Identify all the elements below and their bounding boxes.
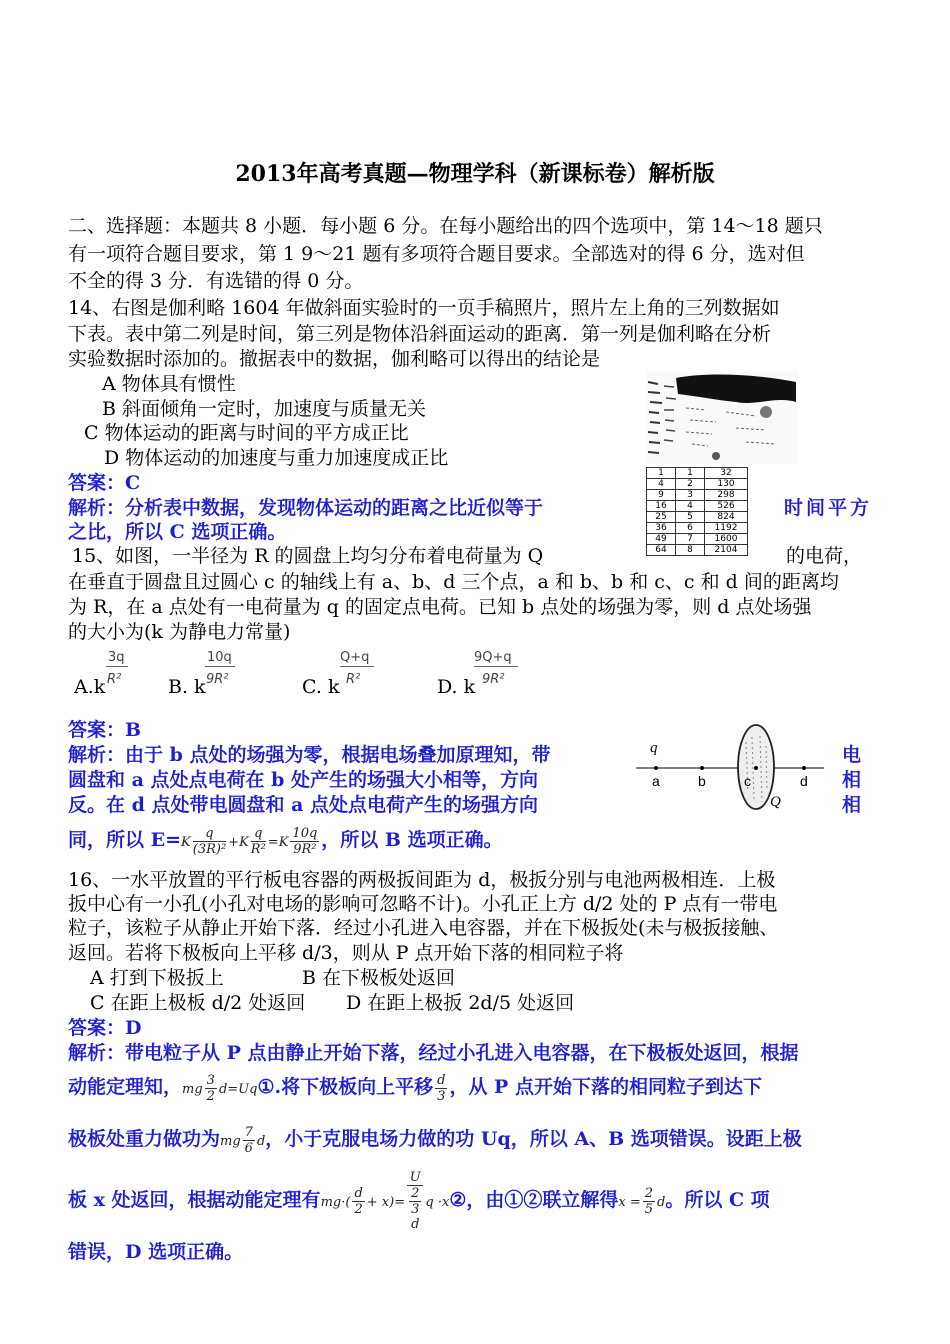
q14-option-d: D 物体运动的加速度与重力加速度成正比: [104, 447, 449, 469]
svg-text:q: q: [650, 740, 658, 756]
q15-analysis: 反。在 d 点处带电圆盘和 a 点处点电荷产生的场强方向: [68, 794, 539, 816]
intro-line: 有一项符合题目要求，第 1 9～21 题有多项符合题目要求。全部选对的得 6 分，选对但: [68, 243, 805, 265]
q16-analysis-line: 板 x 处返回，根据动能定理有mg·( $\frac{d}{2}$ + x)= U 2 3 d q ·x②，由①②联立解得x = $\frac{2}{5}$ d。所以 C 项: [68, 1170, 770, 1232]
svg-text:Q: Q: [770, 794, 781, 810]
table-row: 25 5 824: [647, 512, 748, 523]
q14-stem: 实验数据时添加的。撤据表中的数据，伽利略可以得出的结论是: [68, 348, 601, 370]
q16-option-c: C 在距上极板 d/2 处返回: [90, 992, 306, 1014]
q16-analysis-line: 极板处重力做功为mg $\frac{7}{6}$ d，小于克服电场力做的功 Uq，所以 A、B 选项错误。设距上极: [68, 1124, 802, 1156]
q16-analysis: 错误，D 选项正确。: [68, 1241, 244, 1263]
q16-stem: 返回。若将下极板向上平移 d/3，则从 P 点开始下落的相同粒子将: [68, 942, 624, 964]
q16-option-a: A 打到下极扳上: [90, 967, 224, 989]
q15-stem: 15、如图，一半径为 R 的圆盘上均匀分布着电荷量为 Q: [72, 545, 544, 567]
q15-stem: 的大小为(k 为静电力常量): [68, 621, 291, 643]
q16-stem: 扳中心有一小孔(小孔对电场的影响可忽略不计)。小孔正上方 d/2 处的 P 点有一带电: [68, 893, 778, 915]
manuscript-photo: [646, 372, 798, 464]
q15-answer: 答案：B: [68, 719, 142, 741]
q15-option-a: A.k: [74, 676, 106, 698]
q15-stem: 为 R，在 a 点处有一电荷量为 q 的固定点电荷。已知 b 点处的场强为零，则 d 点处场强: [68, 596, 812, 618]
q14-option-b: B 斜面倾角一定时，加速度与质量无关: [102, 398, 427, 420]
q15-analysis: 电: [842, 744, 862, 766]
q15-stem: 的电荷，: [786, 545, 863, 567]
svg-text:c: c: [744, 773, 751, 789]
table-row: 1 1 32: [647, 468, 748, 479]
q16-analysis: 解析：带电粒子从 P 点由静止开始下落，经过小孔进入电容器，在下极板处返回，根据: [68, 1042, 799, 1064]
q15-formula-line: 同，所以 E=K $\frac{q}{\text{(3R)²}}$ +K $\frac{q}{\text{R²}}$ =K $\frac{10q}{\text{9R²}}$ ，所以 B 选项正确。: [68, 825, 503, 857]
intro-line: 不全的得 3 分．有选错的得 0 分。: [68, 270, 364, 292]
q15-option-c: C. k: [302, 676, 340, 698]
q16-analysis-line: 动能定理知，mg $\frac{3}{2}$ d=Uq①.将下极板向上平移 $\frac{d}{3}$ ，从 P 点开始下落的相同粒子到达下: [68, 1072, 762, 1104]
table-row: 4 2 130: [647, 479, 748, 490]
q14-analysis: 之比，所以 C 选项正确。: [68, 521, 287, 543]
svg-text:a: a: [652, 773, 660, 789]
q16-answer: 答案：D: [68, 1017, 142, 1039]
svg-text:d: d: [800, 773, 808, 789]
intro-line: 二、选择题：本题共 8 小题．每小题 6 分。在每小题给出的四个选项中，第 14～18 题只: [68, 215, 823, 237]
q15-analysis: 相: [842, 794, 862, 816]
q15-option-b: B. k: [168, 676, 206, 698]
table-row: 49 7 1600: [647, 534, 748, 545]
table-row: 36 6 1192: [647, 523, 748, 534]
q16-option-d: D 在距上极扳 2d/5 处返回: [346, 992, 575, 1014]
q16-stem: 粒子，该粒子从静止开始下落．经过小孔进入电容器，并在下极扳处(未与极扳接触、: [68, 917, 779, 939]
q15-analysis: 相: [842, 769, 862, 791]
galileo-table: [646, 467, 748, 556]
q14-stem: 14、右图是伽利略 1604 年做斜面实验时的一页手稿照片，照片左上角的三列数据如: [68, 297, 780, 319]
q14-option-a: A 物体具有惯性: [102, 373, 236, 395]
q16-stem: 16、一水平放置的平行板电容器的两极扳间距为 d，极扳分别与电池两极相连．上极: [68, 869, 776, 891]
q15-analysis: 解析：由于 b 点处的场强为零，根据电场叠加原理知，带: [68, 744, 551, 766]
table-row: 64 8 2104: [647, 545, 748, 556]
q14-answer: 答案：C: [68, 472, 141, 494]
q14-option-c: C 物体运动的距离与时间的平方成正比: [84, 422, 409, 444]
q16-option-b: B 在下极板处返回: [302, 967, 456, 989]
charged-disk-figure: [636, 722, 826, 818]
svg-text:b: b: [698, 773, 706, 789]
table-row: 9 3 298: [647, 490, 748, 501]
page-title: 2013年高考真题—物理学科（新课标卷）解析版: [235, 161, 715, 187]
q15-analysis: 圆盘和 a 点处点电荷在 b 处产生的场强大小相等，方向: [68, 769, 539, 791]
q14-analysis: 时间平方: [784, 497, 873, 519]
q14-analysis: 解析：分析表中数据，发现物体运动的距离之比近似等于: [68, 497, 544, 519]
q15-stem: 在垂直于圆盘且过圆心 c 的轴线上有 a、b、d 三个点，a 和 b、b 和 c、c 和 d 间的距离均: [68, 571, 839, 593]
q14-stem: 下表。表中第二列是时间，第三列是物体沿斜面运动的距离．第一列是伽利略在分析: [68, 323, 772, 345]
table-row: 16 4 526: [647, 501, 748, 512]
q15-option-d: D. k: [437, 676, 476, 698]
